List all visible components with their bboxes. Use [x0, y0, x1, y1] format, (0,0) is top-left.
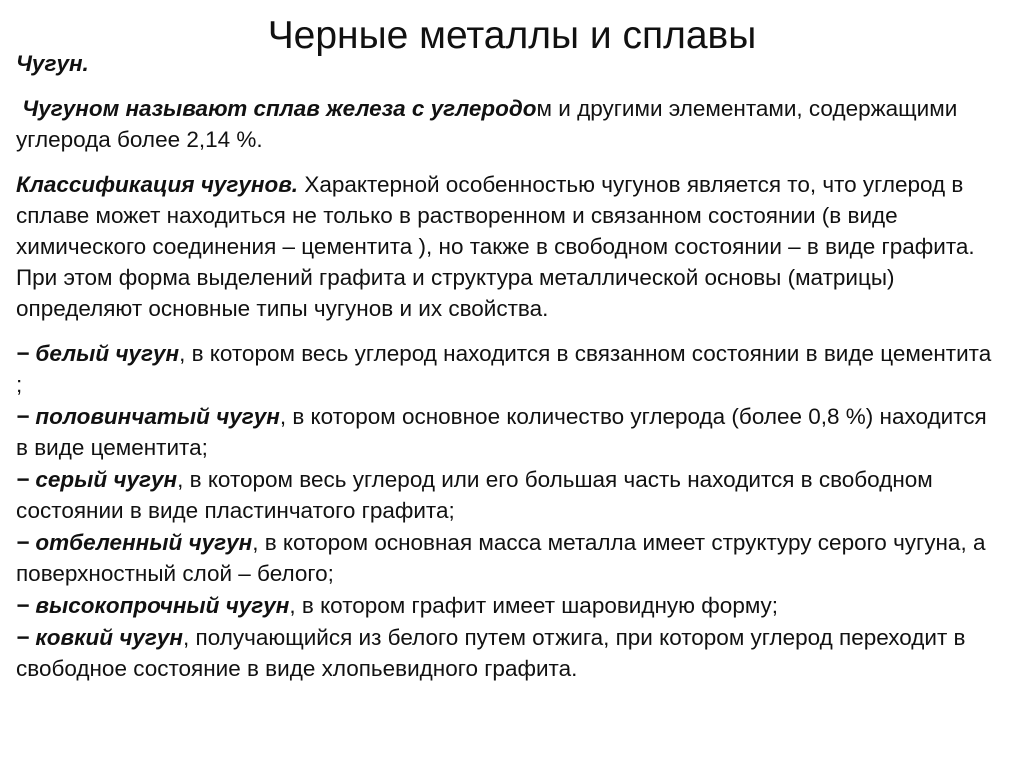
type-item: [16, 527, 1001, 589]
classification-paragraph: [16, 169, 1001, 324]
type-name: − ковкий чугун: [16, 625, 184, 650]
type-item: [16, 401, 1001, 463]
type-name: − белый чугун: [16, 341, 180, 366]
types-list: [16, 338, 1001, 684]
type-description: , в котором основное количество углерода (более 0,8 %) находится в виде цементита;: [16, 404, 987, 460]
type-name: − серый чугун: [16, 467, 178, 492]
type-item: [16, 464, 1001, 526]
slide-title: Черные металлы и сплавы: [267, 14, 757, 57]
definition-emphasis: Чугуном называют сплав железа с углеродо: [22, 96, 537, 121]
type-description: , в котором основная масса металла имеет структуру серого чугуна, а поверхностный слой – белого;: [16, 530, 986, 586]
type-name: − высокопрочный чугун: [16, 593, 290, 618]
definition-rest: м и другими элементами, содержащими углерода более 2,14 %.: [16, 96, 958, 152]
type-description: , в котором графит имеет шаровидную форму;: [289, 593, 779, 618]
type-item: [16, 622, 1001, 684]
classification-emphasis: Классификация чугунов.: [16, 172, 299, 197]
type-item: [16, 338, 1001, 400]
type-description: , в котором весь углерод находится в связанном состоянии в виде цементита ;: [16, 341, 992, 397]
slide-content: [16, 48, 1001, 685]
type-name: − половинчатый чугун: [16, 404, 280, 429]
type-name: − отбеленный чугун: [16, 530, 253, 555]
section-heading: Чугун.: [16, 51, 89, 76]
type-description: , получающийся из белого путем отжига, при котором углерод переходит в свободное состояние в виде хлопьевидного графита.: [16, 625, 966, 681]
definition-paragraph: [16, 93, 1001, 155]
type-description: , в котором весь углерод или его большая часть находится в свободном состоянии в виде пластинчатого графита;: [16, 467, 933, 523]
classification-text: Характерной особенностью чугунов является то, что углерод в сплаве может находиться не только в растворенном и связанном состоянии (в виде химического соединения – цементита ), но также в свободном состоянии – в виде графита. При этом форма выделений графита и структура металлической основы (матрицы) определяют основные типы чугунов и их свойства.: [16, 172, 975, 321]
type-item: [16, 590, 1001, 621]
